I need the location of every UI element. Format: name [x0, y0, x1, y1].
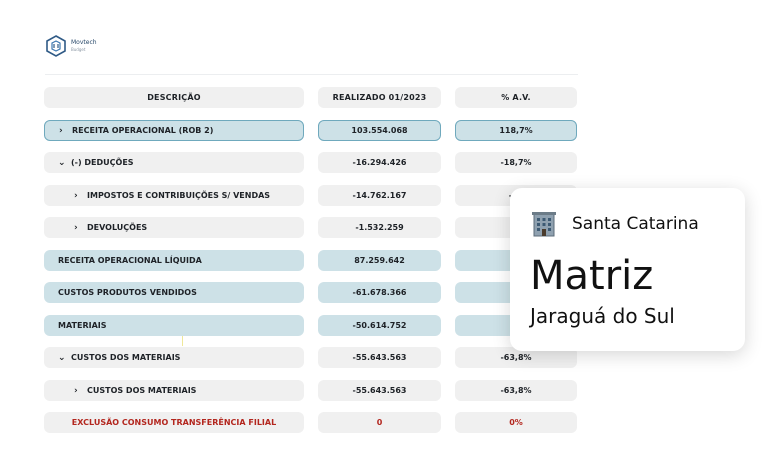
row-label-devolucoes[interactable]	[44, 217, 304, 238]
card-state: Santa Catarina	[572, 214, 699, 234]
brand-logo	[45, 35, 97, 57]
row-label-text: IMPOSTOS E CONTRIBUIÇÕES S/ VENDAS	[87, 191, 271, 200]
row-value-cell: -16.294.426	[318, 152, 441, 173]
chevron-right-icon[interactable]: ›	[74, 190, 78, 201]
row-value-cell: -61.678.366	[318, 282, 441, 303]
header-divider	[45, 74, 578, 75]
row-label-text: DEVOLUÇÕES	[87, 223, 148, 232]
chevron-right-icon[interactable]: ›	[59, 125, 63, 136]
row-value-cell: -55.643.563	[318, 380, 441, 401]
chevron-down-icon[interactable]: ⌄	[58, 157, 66, 168]
row-pct-cell: -63,8%	[455, 347, 577, 368]
row-pct-cell: 0%	[455, 412, 577, 433]
chevron-down-icon[interactable]: ⌄	[58, 352, 66, 363]
row-label-text: (-) DEDUÇÕES	[71, 158, 134, 167]
row-pct-cell: -63,8%	[455, 380, 577, 401]
brand-subtitle: Budget	[71, 47, 86, 52]
row-pct-cell: -18,7%	[455, 152, 577, 173]
row-label-deducoes[interactable]	[44, 152, 304, 173]
row-value-cell: -14.762.167	[318, 185, 441, 206]
row-label-text: CUSTOS DOS MATERIAIS	[71, 353, 181, 362]
row-label-receita-liquida: RECEITA OPERACIONAL LÍQUIDA	[44, 250, 304, 271]
row-value-cell: 103.554.068	[318, 120, 441, 141]
brand-name: Movtech	[71, 39, 97, 46]
column-header-av-percent[interactable]: % A.V.	[455, 87, 577, 108]
chevron-right-icon[interactable]: ›	[74, 222, 78, 233]
card-title: Matriz	[530, 253, 654, 299]
branch-card	[510, 188, 745, 351]
card-city: Jaraguá do Sul	[530, 304, 675, 328]
row-label-text: RECEITA OPERACIONAL (ROB 2)	[72, 126, 214, 135]
row-label-impostos[interactable]	[44, 185, 304, 206]
row-value-cell: 0	[318, 412, 441, 433]
row-value-cell: -50.614.752	[318, 315, 441, 336]
row-value-cell: 87.259.642	[318, 250, 441, 271]
row-label-text: CUSTOS DOS MATERIAIS	[87, 386, 197, 395]
row-label-custos-produtos: CUSTOS PRODUTOS VENDIDOS	[44, 282, 304, 303]
movtech-logo-icon	[45, 35, 67, 57]
row-label-custos-materiais-group[interactable]	[44, 347, 304, 368]
row-label-materiais: MATERIAIS	[44, 315, 304, 336]
chevron-right-icon[interactable]: ›	[74, 385, 78, 396]
column-header-realized[interactable]: REALIZADO 01/2023	[318, 87, 441, 108]
row-value-cell: -55.643.563	[318, 347, 441, 368]
row-value-cell: -1.532.259	[318, 217, 441, 238]
row-label-receita-operacional[interactable]	[44, 120, 304, 141]
cursor-marker	[182, 336, 183, 346]
row-pct-cell: 118,7%	[455, 120, 577, 141]
office-building-icon	[530, 210, 558, 238]
column-header-description[interactable]: DESCRIÇÃO	[44, 87, 304, 108]
row-label-exclusao: EXCLUSÃO CONSUMO TRANSFERÊNCIA FILIAL	[44, 412, 304, 433]
row-label-custos-materiais[interactable]	[44, 380, 304, 401]
